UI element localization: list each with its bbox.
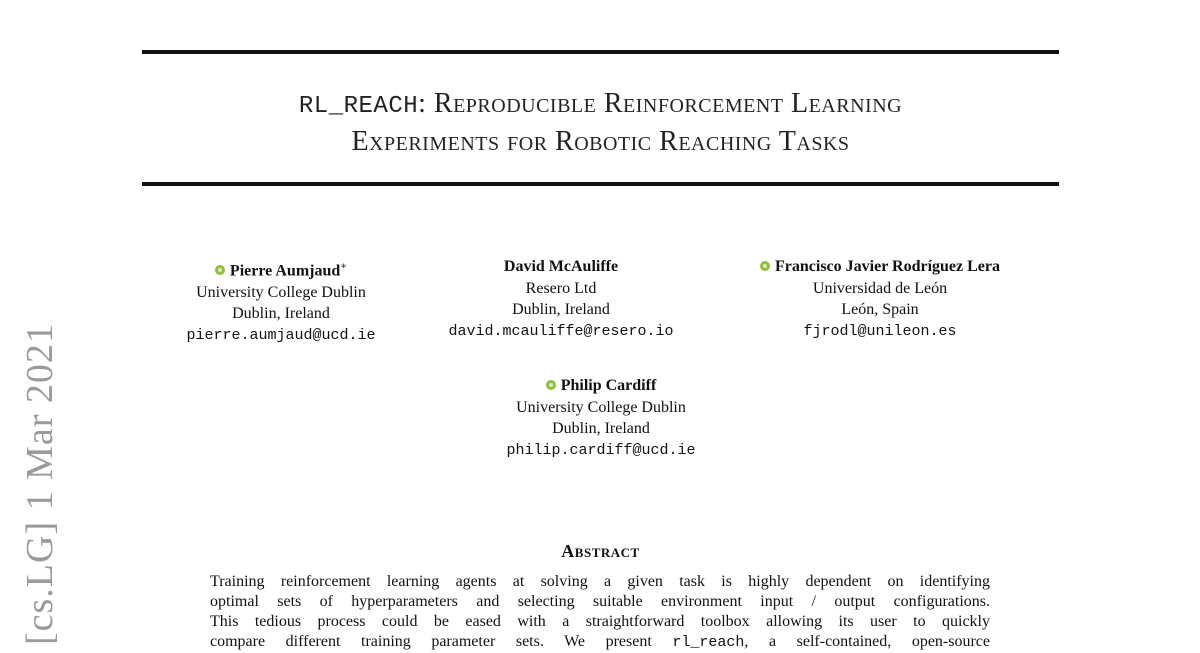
abstract-code-name: rl_reach — [672, 634, 745, 651]
arxiv-side-stamp: [cs.LG] 1 Mar 2021 — [19, 323, 61, 645]
author-location: Dublin, Ireland — [232, 305, 330, 323]
title-line-1-text: : Reproducible Reinforcement Learning — [418, 88, 903, 119]
author-email[interactable]: fjrodl@unileon.es — [803, 322, 957, 340]
title-bottom-rule — [142, 182, 1059, 186]
author-name: Philip Cardiff — [560, 377, 657, 394]
title-code-name: RL_REACH — [298, 93, 419, 120]
author-block — [715, 256, 1045, 342]
abstract-body — [210, 572, 990, 652]
author-location: Dublin, Ireland — [512, 301, 610, 318]
author-name: David McAuliffe — [503, 258, 619, 275]
author-block — [430, 256, 692, 342]
author-name-line — [470, 375, 732, 397]
author-affiliation: University College Dublin — [516, 398, 686, 416]
author-affiliation: Resero Ltd — [525, 279, 597, 297]
abstract-line — [210, 632, 990, 652]
author-block — [150, 256, 412, 346]
abstract-line: This tedious process could be eased with a straightforward toolbox allowing its user to quickly — [210, 613, 990, 630]
author-email[interactable]: philip.cardiff@ucd.ie — [506, 441, 696, 459]
abstract-line: optimal sets of hyperparameters and selecting suitable environment input / output configurations. — [210, 593, 990, 610]
paper-title-line-2: Experiments for Robotic Reaching Tasks — [351, 126, 850, 157]
author-name-line — [150, 256, 412, 282]
author-location: León, Spain — [841, 301, 919, 318]
orcid-icon[interactable] — [546, 380, 556, 390]
corresponding-author-marker: ∗ — [340, 261, 348, 272]
author-email[interactable]: pierre.aumjaud@ucd.ie — [186, 326, 376, 344]
author-location: Dublin, Ireland — [552, 420, 650, 437]
title-top-rule — [142, 50, 1059, 54]
abstract-line-text: , a self-contained, open-source — [744, 633, 991, 650]
orcid-icon[interactable] — [215, 265, 225, 275]
author-name: Francisco Javier Rodríguez Lera — [775, 258, 1000, 275]
author-name-line — [715, 256, 1045, 278]
abstract-heading: Abstract — [561, 541, 640, 561]
paper-title-line-1 — [142, 88, 1059, 120]
author-block — [470, 375, 732, 461]
abstract-line: Training reinforcement learning agents at solving a given task is highly dependent on identifying — [210, 573, 990, 590]
author-email[interactable]: david.mcauliffe@resero.io — [448, 322, 674, 340]
orcid-icon[interactable] — [760, 261, 770, 271]
author-affiliation: Universidad de León — [812, 279, 948, 297]
abstract-line-text: compare different training parameter sets. We present — [210, 633, 652, 650]
author-name: Pierre Aumjaud — [229, 262, 341, 280]
author-affiliation: University College Dublin — [196, 283, 366, 301]
